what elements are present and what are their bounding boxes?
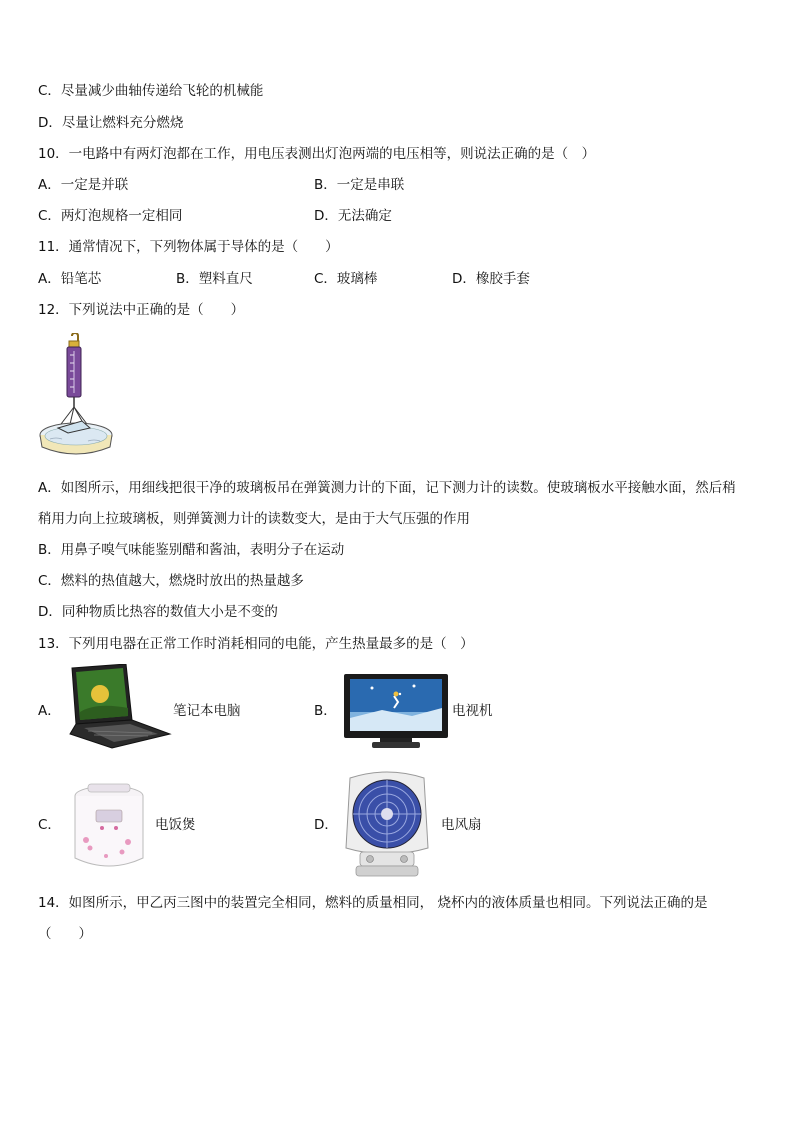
q10-option-a: A．一定是并联: [38, 177, 129, 193]
q14-answer-blank: （ ）: [38, 926, 92, 942]
electric-fan-icon: [340, 768, 434, 880]
rice-cooker-figure: [66, 782, 152, 872]
q13-option-b-letter: B．: [314, 703, 337, 719]
q10-stem: 10．一电路中有两灯泡都在工作，用电压表测出灯泡两端的电压相等，则说法正确的是（ ）: [38, 146, 596, 162]
q12-stem: 12．下列说法中正确的是（ ）: [38, 302, 245, 318]
q13-option-a-label: 笔记本电脑: [173, 703, 241, 719]
rice-cooker-icon: [66, 782, 152, 872]
q14-stem: 14．如图所示，甲乙丙三图中的装置完全相同，燃料的质量相同， 烧杯内的液体质量也相同。下列说法正确的是: [38, 895, 708, 911]
q13-option-d-label: 电风扇: [441, 817, 482, 833]
q13-stem: 13．下列用电器在正常工作时消耗相同的电能，产生热量最多的是（ ）: [38, 636, 474, 652]
laptop-figure: [66, 664, 172, 750]
television-icon: [342, 672, 450, 752]
q10-option-d: D．无法确定: [314, 208, 392, 224]
q11-option-b: B．塑料直尺: [176, 271, 253, 287]
q11-stem: 11．通常情况下，下列物体属于导体的是（ ）: [38, 239, 339, 255]
q12-option-a-line2: 稍用力向上拉玻璃板，则弹簧测力计的读数变大，是由于大气压强的作用: [38, 511, 470, 527]
q11-option-d: D．橡胶手套: [452, 271, 530, 287]
q10-option-b: B．一定是串联: [314, 177, 405, 193]
q12-option-b: B．用鼻子嗅气味能鉴别醋和酱油，表明分子在运动: [38, 542, 345, 558]
q9-option-d: D．尽量让燃料充分燃烧: [38, 115, 184, 131]
q13-option-b-label: 电视机: [452, 703, 493, 719]
spring-scale-glass-plate-icon: [38, 333, 118, 463]
q12-option-a-line1: A．如图所示，用细线把很干净的玻璃板吊在弹簧测力计的下面，记下测力计的读数。使玻璃板水平接触水面，然后稍: [38, 480, 736, 496]
q13-option-c-letter: C．: [38, 817, 61, 833]
q12-option-c: C．燃料的热值越大，燃烧时放出的热量越多: [38, 573, 304, 589]
spring-scale-figure: [38, 333, 118, 463]
electric-fan-figure: [340, 768, 434, 880]
q10-option-c: C．两灯泡规格一定相同: [38, 208, 183, 224]
q13-option-c-label: 电饭煲: [155, 817, 196, 833]
q12-option-d: D．同种物质比热容的数值大小是不变的: [38, 604, 278, 620]
tv-figure: [342, 672, 450, 752]
q9-option-c: C．尽量减少曲轴传递给飞轮的机械能: [38, 83, 264, 99]
q11-option-c: C．玻璃棒: [314, 271, 378, 287]
q13-option-a-letter: A．: [38, 703, 61, 719]
q11-option-a: A．铅笔芯: [38, 271, 102, 287]
laptop-icon: [66, 664, 172, 750]
q13-option-d-letter: D．: [314, 817, 338, 833]
